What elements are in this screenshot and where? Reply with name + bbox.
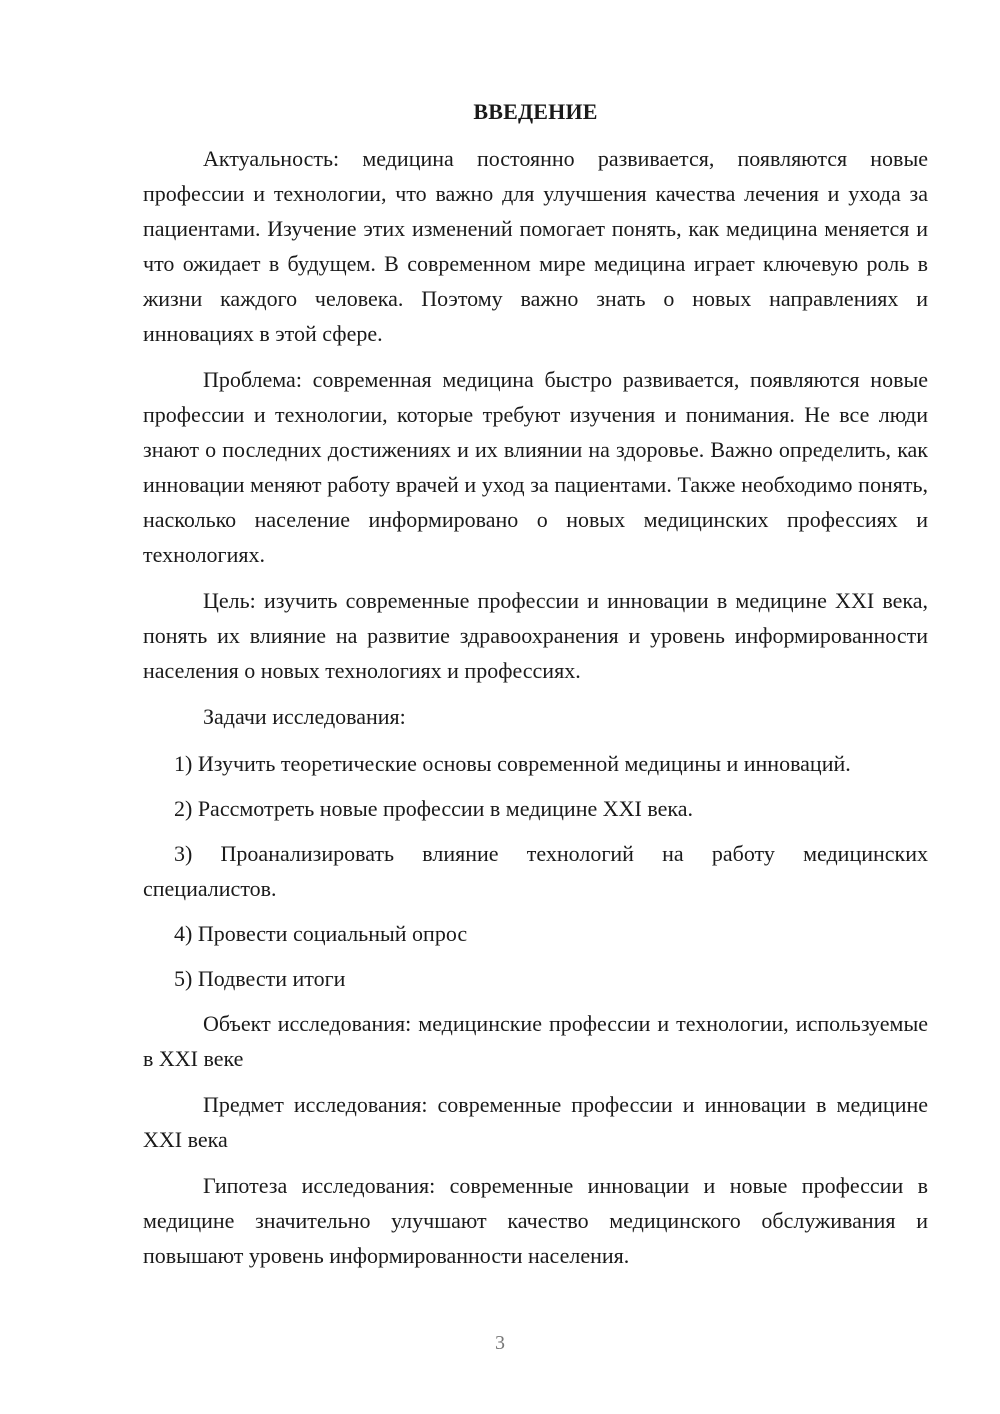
object-paragraph: Объект исследования: медицинские профессии и технологии, используемые в XXI веке	[143, 1011, 928, 1071]
task-item: 1) Изучить теоретические основы современной медицины и инноваций.	[174, 751, 851, 776]
document-page	[143, 94, 928, 1284]
relevance-paragraph: Актуальность: медицина постоянно развивается, появляются новые профессии и технологии, что важно для улучшения качества лечения и ухода за пациентами. Изучение этих изменений помогает понять, как медицина меняется и что ожидает в будущем. В современном мире медицина играет ключевую роль в жизни каждого человека. Поэтому важно знать о новых направлениях и инновациях в этой сфере.	[143, 146, 928, 346]
tasks-list	[143, 746, 928, 996]
tasks-heading: Задачи исследования:	[203, 704, 406, 729]
task-item: 3) Проанализировать влияние технологий на работу медицинских специалистов.	[143, 841, 928, 901]
task-item: 5) Подвести итоги	[174, 966, 346, 991]
task-item: 4) Провести социальный опрос	[174, 921, 468, 946]
page-number: 3	[495, 1332, 505, 1354]
subject-paragraph: Предмет исследования: современные профессии и инновации в медицине XXI века	[143, 1092, 928, 1152]
goal-paragraph: Цель: изучить современные профессии и инновации в медицине XXI века, понять их влияние на развитие здравоохранения и уровень информированности населения о новых технологиях и профессиях.	[143, 588, 928, 683]
problem-paragraph: Проблема: современная медицина быстро развивается, появляются новые профессии и технологии, которые требуют изучения и понимания. Не все люди знают о последних достижениях и их влиянии на здоровье. Важно определить, как инновации меняют работу врачей и уход за пациентами. Также необходимо понять, насколько население информировано о новых медицинских профессиях и технологиях.	[143, 367, 928, 567]
hypothesis-paragraph: Гипотеза исследования: современные инновации и новые профессии в медицине значительно улучшают качество медицинского обслуживания и повышают уровень информированности населения.	[143, 1173, 928, 1268]
section-title: ВВЕДЕНИЕ	[473, 99, 598, 124]
task-item: 2) Рассмотреть новые профессии в медицине XXI века.	[174, 796, 693, 821]
